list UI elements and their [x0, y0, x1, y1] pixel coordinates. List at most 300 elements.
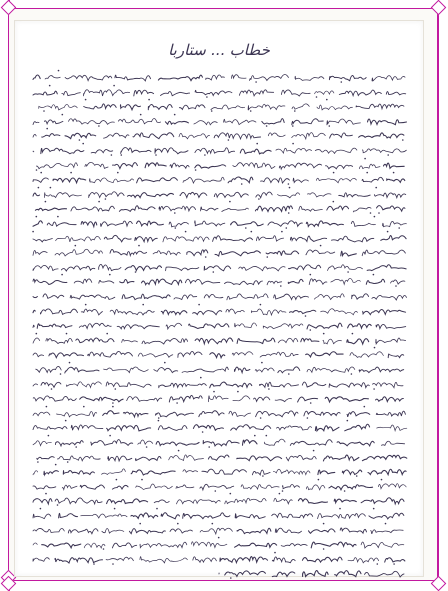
handwritten-word — [378, 483, 406, 488]
handwritten-word — [155, 148, 188, 154]
handwritten-word — [239, 89, 273, 95]
handwritten-word — [112, 485, 128, 489]
handwritten-word — [372, 295, 407, 300]
handwritten-word — [158, 426, 187, 431]
handwritten-word — [306, 352, 343, 357]
ink-dot — [175, 227, 177, 229]
handwritten-line — [29, 463, 409, 477]
handwritten-word — [309, 528, 336, 532]
handwritten-word — [187, 250, 208, 256]
handwritten-word — [347, 338, 369, 343]
ink-dot — [114, 508, 116, 510]
handwritten-word — [45, 76, 60, 79]
ink-dot — [208, 446, 210, 448]
handwritten-word — [71, 207, 115, 212]
handwritten-word — [304, 411, 340, 416]
handwritten-word — [279, 163, 321, 169]
script-strokes — [29, 171, 409, 185]
handwritten-word — [33, 486, 56, 489]
ink-dot — [105, 198, 107, 200]
handwritten-word — [140, 542, 187, 547]
handwritten-word — [286, 455, 316, 460]
script-strokes — [29, 463, 409, 477]
script-strokes — [29, 186, 409, 200]
handwritten-word — [267, 282, 282, 286]
handwritten-word — [145, 162, 166, 167]
handwritten-word — [33, 384, 38, 386]
ink-dot — [393, 172, 395, 174]
ink-dot — [75, 446, 77, 448]
handwritten-word — [274, 499, 292, 505]
ink-dot — [310, 329, 312, 331]
handwritten-word — [44, 471, 59, 475]
handwritten-word — [33, 135, 36, 138]
handwritten-line — [29, 361, 409, 375]
handwritten-word — [376, 397, 404, 402]
handwritten-line — [29, 332, 409, 346]
handwritten-word — [359, 164, 380, 169]
handwritten-word — [180, 192, 207, 197]
ink-dot — [185, 230, 187, 232]
handwritten-word — [49, 353, 84, 358]
handwritten-word — [311, 542, 356, 548]
handwritten-word — [369, 513, 404, 519]
ink-dot — [294, 110, 296, 112]
handwritten-word — [102, 528, 124, 533]
handwritten-word — [33, 178, 48, 182]
handwritten-word — [53, 178, 86, 183]
handwritten-word — [110, 309, 154, 314]
handwritten-word — [102, 469, 126, 475]
handwritten-word — [107, 426, 151, 432]
ink-dot — [158, 417, 160, 419]
handwritten-word — [101, 221, 133, 227]
handwritten-word — [138, 440, 153, 444]
handwritten-word — [195, 164, 226, 167]
script-strokes — [29, 259, 409, 273]
handwritten-word — [140, 556, 188, 562]
handwritten-line — [29, 127, 409, 141]
handwritten-word — [317, 105, 353, 110]
ink-dot — [288, 183, 290, 185]
ink-dot — [329, 125, 331, 127]
handwritten-word — [129, 528, 165, 533]
script-strokes — [29, 244, 409, 258]
script-strokes — [29, 522, 409, 536]
handwritten-word — [231, 75, 246, 79]
handwritten-word — [177, 500, 221, 504]
handwritten-word — [43, 294, 64, 298]
handwritten-word — [62, 485, 77, 489]
ink-dot — [83, 406, 85, 408]
ink-dot — [111, 154, 113, 156]
handwritten-word — [306, 221, 343, 227]
handwritten-word — [200, 484, 234, 490]
handwritten-word — [33, 426, 67, 430]
handwritten-word — [112, 543, 136, 548]
ink-dot — [106, 333, 108, 335]
ink-dot — [36, 216, 38, 218]
handwritten-word — [341, 251, 357, 256]
handwritten-word — [183, 470, 198, 473]
handwritten-line — [29, 273, 409, 287]
handwritten-word — [119, 206, 155, 212]
handwritten-word — [356, 104, 404, 109]
handwritten-word — [41, 148, 84, 154]
ink-dot — [69, 362, 71, 364]
ink-dot — [164, 362, 166, 364]
handwritten-line — [29, 376, 409, 390]
ink-dot — [373, 508, 375, 510]
ink-dot — [109, 274, 111, 276]
handwritten-word — [302, 557, 342, 562]
handwritten-word — [384, 163, 405, 168]
handwritten-word — [44, 120, 63, 124]
handwritten-word — [153, 251, 180, 255]
handwritten-word — [368, 119, 407, 125]
handwritten-word — [33, 338, 40, 343]
ink-dot — [347, 271, 349, 273]
handwritten-word — [306, 250, 335, 255]
handwritten-word — [373, 382, 404, 387]
handwritten-word — [348, 557, 379, 562]
handwritten-word — [195, 338, 233, 344]
handwritten-word — [339, 193, 371, 197]
handwritten-word — [307, 367, 355, 372]
handwritten-word — [321, 308, 358, 314]
ink-dot — [320, 245, 322, 247]
handwritten-word — [83, 89, 129, 95]
ink-dot — [323, 333, 325, 335]
handwritten-word — [231, 222, 264, 226]
handwritten-word — [301, 338, 319, 341]
ink-dot — [266, 125, 268, 127]
handwritten-word — [295, 76, 324, 80]
handwritten-word — [56, 441, 84, 446]
handwritten-word — [158, 75, 202, 80]
handwritten-word — [350, 352, 384, 358]
handwritten-word — [367, 265, 406, 271]
handwritten-word — [170, 163, 189, 168]
handwritten-word — [195, 90, 232, 95]
ink-dot — [112, 563, 114, 565]
handwritten-word — [233, 162, 275, 168]
handwritten-word — [275, 528, 301, 533]
handwritten-word — [65, 134, 96, 139]
handwritten-word — [274, 294, 309, 299]
handwritten-line — [29, 565, 409, 579]
handwritten-word — [178, 352, 202, 358]
handwritten-word — [81, 309, 102, 315]
handwritten-word — [362, 177, 383, 182]
handwritten-word — [363, 309, 406, 314]
handwritten-line — [29, 200, 409, 214]
script-strokes — [29, 127, 409, 141]
handwritten-word — [377, 425, 407, 431]
ink-dot — [280, 286, 282, 288]
handwritten-line — [29, 288, 409, 302]
handwritten-word — [33, 499, 52, 504]
handwritten-word — [104, 134, 129, 139]
ink-dot — [307, 417, 309, 419]
ink-dot — [256, 143, 258, 145]
ink-dot — [245, 227, 247, 229]
handwritten-word — [136, 484, 173, 490]
ink-dot — [218, 537, 220, 539]
handwritten-word — [103, 410, 119, 415]
handwritten-word — [106, 381, 151, 386]
ink-dot — [241, 183, 243, 185]
handwritten-word — [330, 133, 353, 138]
ink-dot — [381, 479, 383, 481]
handwritten-word — [33, 325, 34, 327]
handwritten-word — [104, 235, 131, 241]
handwritten-word — [47, 222, 76, 226]
handwritten-word — [283, 484, 300, 488]
handwritten-word — [307, 193, 331, 197]
handwritten-word — [278, 367, 300, 373]
handwritten-line — [29, 405, 409, 419]
ink-dot — [155, 154, 157, 156]
script-strokes — [29, 230, 409, 244]
handwritten-word — [227, 294, 268, 300]
handwritten-line — [29, 507, 409, 521]
handwritten-word — [133, 133, 174, 139]
ink-dot — [38, 187, 40, 189]
handwritten-word — [91, 440, 133, 446]
ink-dot — [352, 333, 354, 335]
handwritten-word — [234, 367, 250, 373]
handwritten-word — [33, 471, 38, 475]
handwritten-word — [138, 354, 173, 358]
ink-dot — [57, 216, 59, 218]
ink-dot — [289, 187, 291, 189]
handwritten-word — [366, 280, 384, 285]
ink-dot — [268, 388, 270, 390]
handwritten-word — [206, 75, 225, 80]
handwritten-word — [81, 222, 97, 227]
handwritten-word — [55, 498, 102, 504]
handwritten-word — [37, 324, 72, 329]
ink-dot — [374, 216, 376, 218]
handwritten-word — [107, 499, 148, 504]
ink-dot — [316, 96, 318, 98]
ink-dot — [373, 274, 375, 276]
ink-dot — [215, 490, 217, 492]
ink-dot — [98, 201, 100, 203]
handwritten-word — [33, 396, 76, 401]
handwritten-word — [159, 206, 196, 211]
manuscript-sheet — [14, 20, 424, 577]
handwritten-word — [233, 396, 250, 401]
handwritten-word — [66, 381, 101, 387]
ink-dot — [333, 172, 335, 174]
ink-dot — [292, 125, 294, 127]
document-title: خطاب ... ستاربا — [168, 41, 270, 59]
handwritten-word — [35, 208, 66, 210]
handwritten-word — [33, 543, 37, 545]
ink-dot — [393, 563, 395, 565]
handwritten-word — [210, 382, 252, 388]
handwritten-word — [376, 325, 406, 329]
handwritten-word — [84, 543, 105, 548]
handwritten-word — [36, 162, 77, 168]
handwritten-word — [232, 352, 253, 355]
handwritten-word — [68, 528, 98, 533]
script-strokes — [29, 361, 409, 375]
ink-dot — [50, 187, 52, 189]
handwritten-word — [235, 323, 257, 328]
ink-dot — [36, 169, 38, 171]
handwritten-word — [115, 75, 151, 81]
ink-dot — [109, 435, 111, 437]
ink-dot — [333, 201, 335, 203]
ink-dot — [195, 169, 197, 171]
handwritten-word — [362, 455, 406, 460]
handwritten-word — [33, 441, 51, 446]
handwritten-word — [251, 309, 286, 315]
script-strokes — [29, 69, 409, 83]
handwritten-word — [237, 455, 282, 460]
handwritten-word — [329, 382, 369, 387]
handwritten-word — [239, 266, 285, 270]
handwritten-word — [345, 425, 370, 432]
script-strokes — [29, 142, 409, 156]
ink-dot — [58, 70, 60, 72]
handwritten-word — [79, 323, 111, 328]
handwritten-word — [262, 118, 284, 123]
handwritten-word — [255, 206, 292, 212]
script-strokes — [29, 273, 409, 287]
ink-dot — [288, 373, 290, 375]
handwritten-word — [327, 119, 361, 125]
handwritten-word — [80, 485, 104, 489]
handwritten-word — [203, 440, 239, 445]
handwritten-word — [288, 280, 303, 284]
ink-dot — [279, 493, 281, 495]
handwritten-word — [289, 265, 321, 270]
handwritten-word — [36, 366, 62, 372]
handwritten-word — [275, 399, 291, 402]
ink-dot — [176, 402, 178, 404]
script-strokes — [29, 303, 409, 317]
ink-dot — [206, 96, 208, 98]
handwritten-word — [306, 485, 325, 490]
handwritten-word — [368, 469, 406, 474]
ink-dot — [61, 274, 63, 276]
handwritten-word — [166, 323, 182, 329]
handwritten-word — [237, 338, 275, 343]
handwritten-line — [29, 157, 409, 171]
ink-dot — [251, 230, 253, 232]
handwritten-word — [359, 367, 404, 372]
ink-dot — [356, 475, 358, 477]
handwritten-word — [387, 179, 405, 182]
ink-dot — [255, 81, 257, 83]
ink-dot — [260, 417, 262, 419]
handwritten-word — [199, 411, 224, 417]
handwritten-line — [29, 317, 409, 331]
ink-dot — [267, 256, 269, 258]
ink-dot — [230, 578, 232, 580]
handwritten-line — [29, 98, 409, 112]
handwritten-word — [165, 121, 188, 124]
handwritten-word — [204, 266, 231, 271]
ink-dot — [112, 406, 114, 408]
handwritten-word — [169, 222, 188, 227]
handwritten-word — [348, 324, 372, 328]
handwritten-word — [256, 235, 283, 240]
handwritten-word — [353, 208, 371, 212]
handwritten-word — [252, 470, 270, 475]
handwritten-word — [159, 383, 207, 387]
handwritten-word — [272, 557, 295, 563]
ink-dot — [205, 256, 207, 258]
handwritten-word — [220, 556, 268, 562]
handwritten-word — [391, 280, 405, 284]
handwritten-word — [121, 148, 151, 154]
handwritten-word — [290, 310, 316, 313]
ink-dot — [40, 508, 42, 510]
handwritten-word — [327, 206, 349, 210]
script-strokes — [29, 332, 409, 346]
handwritten-word — [208, 455, 229, 460]
handwritten-word — [259, 382, 298, 387]
handwritten-line — [29, 434, 409, 448]
handwritten-word — [241, 484, 279, 489]
handwritten-word — [131, 470, 175, 475]
handwritten-word — [33, 310, 35, 312]
handwritten-word — [339, 90, 381, 96]
handwritten-word — [362, 250, 405, 256]
handwritten-word — [161, 310, 187, 314]
ink-dot — [387, 230, 389, 232]
handwritten-word — [211, 105, 245, 110]
handwritten-word — [266, 251, 299, 256]
handwritten-word — [315, 148, 357, 153]
ink-dot — [351, 373, 353, 375]
handwritten-word — [307, 323, 342, 329]
script-strokes — [29, 113, 409, 127]
script-strokes — [29, 376, 409, 390]
ink-dot — [387, 154, 389, 156]
ink-dot — [60, 373, 62, 375]
handwritten-word — [193, 310, 222, 314]
handwritten-word — [298, 499, 327, 504]
ink-dot — [178, 449, 180, 451]
handwritten-word — [361, 498, 404, 504]
handwritten-word — [194, 120, 217, 124]
handwritten-word — [41, 382, 61, 387]
handwritten-word — [376, 411, 405, 416]
handwritten-line — [29, 390, 409, 404]
handwritten-word — [292, 104, 309, 109]
handwritten-word — [33, 528, 64, 532]
handwritten-word — [91, 149, 113, 153]
ink-dot — [65, 420, 67, 422]
ink-dot — [117, 172, 119, 174]
script-strokes — [29, 507, 409, 521]
ink-dot — [121, 154, 123, 156]
handwritten-word — [323, 339, 342, 344]
script-strokes — [29, 449, 409, 463]
handwritten-word — [315, 90, 334, 93]
script-strokes — [29, 317, 409, 331]
ink-dot — [98, 125, 100, 127]
script-strokes — [29, 434, 409, 448]
handwritten-word — [33, 279, 67, 284]
handwritten-word — [335, 571, 361, 577]
